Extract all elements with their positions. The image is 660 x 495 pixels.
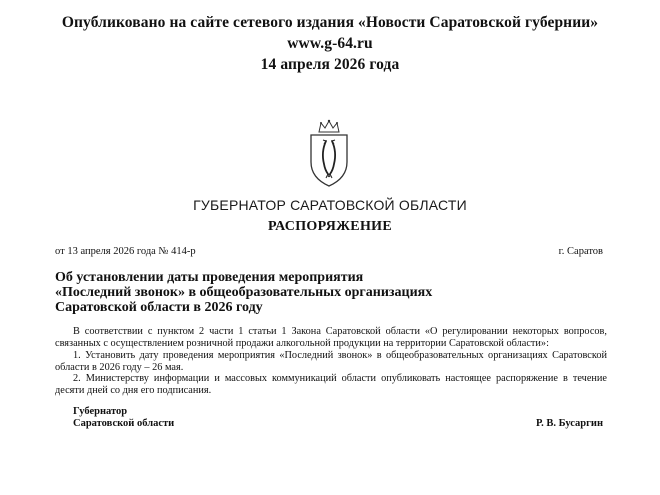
authority-title: ГУБЕРНАТОР САРАТОВСКОЙ ОБЛАСТИ (193, 197, 467, 213)
publication-date: 14 апреля 2026 года (260, 56, 400, 73)
publication-notice: Опубликовано на сайте сетевого издания «Новости Саратовской губернии» (61, 14, 599, 31)
signatory-title: Губернатор (73, 406, 128, 417)
document-heading-line: «Последний звонок» в общеобразовательных организациях (55, 285, 433, 300)
document-city: г. Саратов (558, 246, 603, 257)
document-type: РАСПОРЯЖЕНИЕ (268, 219, 392, 234)
document-date-number: от 13 апреля 2026 года № 414-р (55, 246, 196, 257)
preamble-paragraph: В соответствии с пунктом 2 части 1 статьи 1 Закона Саратовской области «О регулировании некоторых вопросов, связанных с осуществлением розничной продажи алкогольной продукции на территории Саратовской области»: (55, 326, 607, 349)
signatory-title: Саратовской области (73, 418, 175, 429)
document-heading-line: Саратовской области в 2026 году (55, 300, 263, 315)
signatory-name: Р. В. Бусаргин (536, 418, 603, 429)
saratov-coat-of-arms-icon (306, 118, 352, 190)
clause-paragraph: 2. Министерству информации и массовых коммуникаций области опубликовать настоящее распоряжение в течение десяти дней со дня его подписания. (55, 373, 607, 396)
publication-website: www.g-64.ru (287, 35, 373, 52)
clause-paragraph: 1. Установить дату проведения мероприятия «Последний звонок» в общеобразовательных организациях Саратовской области в 2026 году – 26 мая. (55, 350, 607, 373)
document-heading-line: Об установлении даты проведения мероприятия (55, 270, 364, 285)
